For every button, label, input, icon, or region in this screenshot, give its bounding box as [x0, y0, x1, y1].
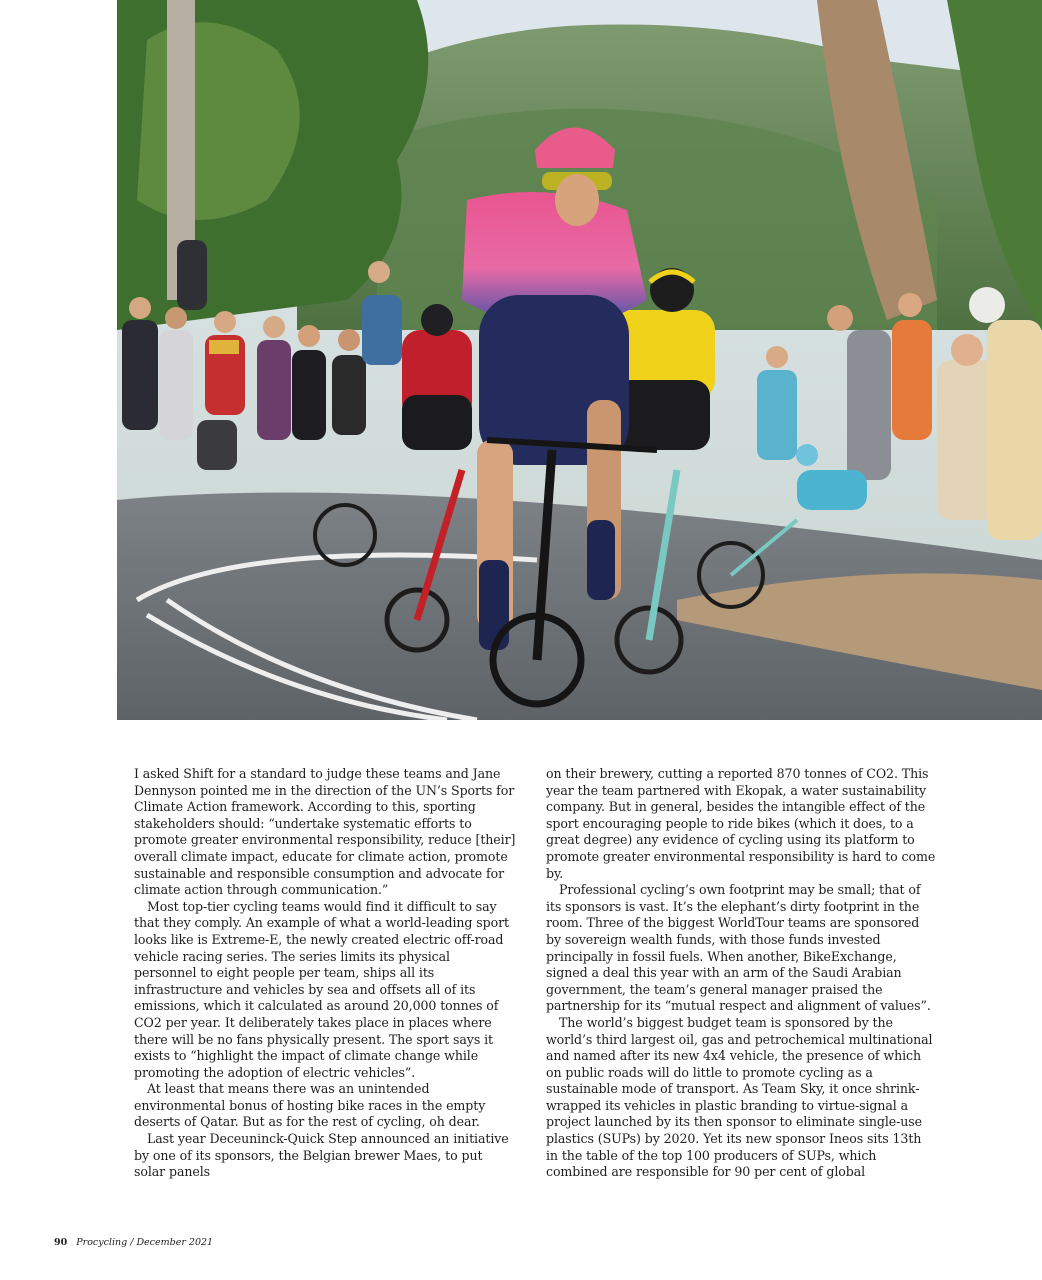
paragraph: Professional cycling’s own footprint may be small; that of its sponsors is vast. It’s the elephant’s dirty footprint in the room. Three of the biggest WorldTour teams are sponsored by sovereign wealth funds, with those funds invested principally in fossil fuels. When another, BikeExchange, signed a deal this year with an arm of the Saudi Arabian government, the team’s general manager praised the partnership for its “mutual respect and alignment of values”. [546, 882, 931, 1014]
article-column-left [134, 766, 516, 1181]
publication-info: Procycling / December 2021 [76, 1237, 214, 1248]
article-column-right [546, 766, 936, 1181]
page-number: 90 [54, 1237, 68, 1248]
page-footer [54, 1237, 213, 1248]
paragraph: Last year Deceuninck-Quick Step announced an initiative by one of its sponsors, the Belgian brewer Maes, to put solar panels [134, 1131, 509, 1180]
hero-photo [117, 0, 1042, 720]
paragraph: The world’s biggest budget team is sponsored by the world’s third largest oil, gas and petrochemical multinational and named after its new 4x4 vehicle, the presence of which on public roads will do little to promote cycling as a sustainable mode of transport. As Team Sky, it once shrink-wrapped its vehicles in plastic branding to virtue-signal a project launched by its then sponsor to eliminate single-use plastics (SUPs) by 2020. Yet its new sponsor Ineos sits 13th in the table of the top 100 producers of SUPs, which combined are responsible for 90 per cent of global [546, 1014, 933, 1180]
paragraph: Most top-tier cycling teams would find it difficult to say that they comply. An example of what a world-leading sport looks like is Extreme-E, the newly created electric off-road vehicle racing series. The series limits its physical personnel to eight people per team, ships all its infrastructure and vehicles by sea and offsets all of its emissions, which it calculated as around 20,000 tonnes of CO2 per year. It deliberately takes place in places where there will be no fans physically present. The sport says it exists to “highlight the impact of climate change while promoting the adoption of electric vehicles”. [134, 898, 509, 1080]
paragraph: on their brewery, cutting a reported 870 tonnes of CO2. This year the team partnered with Ekopak, a water sustainability company. But in general, besides the intangible effect of the sport encouraging people to ride bikes (which it does, to a great degree) any evidence of cycling using its platform to promote greater environmental responsibility is hard to come by. [546, 766, 936, 881]
cyclists-climbing-photo [117, 0, 1042, 720]
paragraph: I asked Shift for a standard to judge these teams and Jane Dennyson pointed me in the direction of the UN’s Sports for Climate Action framework. According to this, sporting stakeholders should: “undertake systematic efforts to promote greater environmental responsibility, reduce [their] overall climate impact, educate for climate action, promote sustainable and responsible consumption and advocate for climate action through communication.” [134, 766, 516, 898]
paragraph: At least that means there was an unintended environmental bonus of hosting bike races in the empty deserts of Qatar. But as for the rest of cycling, oh dear. [134, 1081, 486, 1130]
